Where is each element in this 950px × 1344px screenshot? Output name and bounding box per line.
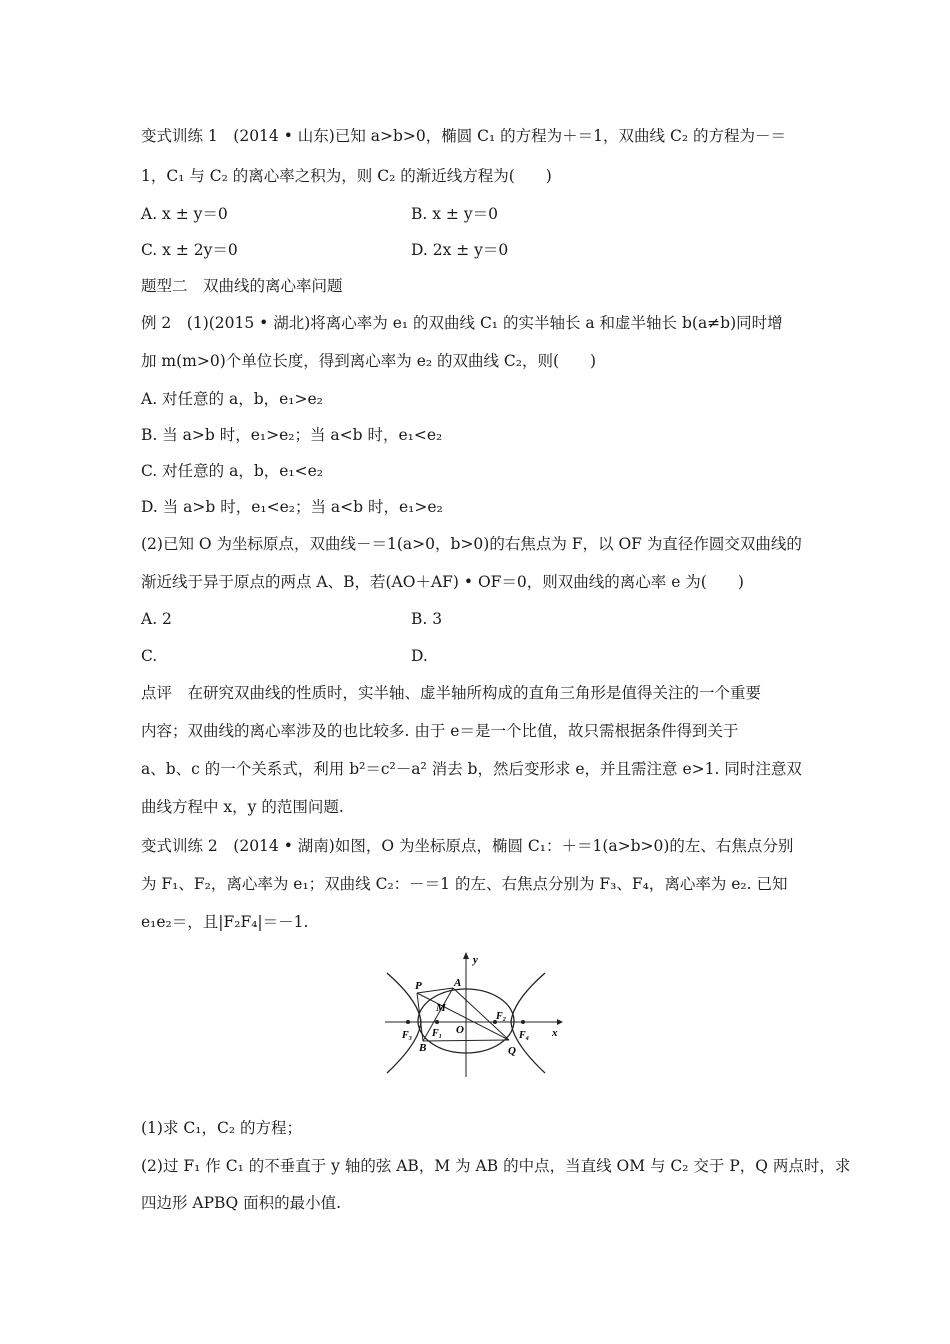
- section-title: 题型二 双曲线的离心率问题: [141, 277, 343, 295]
- x-axis-arrow: [557, 1019, 563, 1025]
- example2-line1: 例 2 (1)(2015 • 湖北)将离心率为 e₁ 的双曲线 C₁ 的实半轴长 a 和虚半轴长 b(a≠b)同时增: [141, 314, 783, 332]
- label-p: P: [415, 980, 422, 992]
- exercise1-option-b: B. x ± y＝0: [411, 205, 498, 223]
- label-b: B: [419, 1042, 427, 1054]
- label-a: A: [454, 977, 462, 989]
- label-m: M: [436, 1002, 446, 1014]
- label-f2: F₂: [496, 1011, 507, 1022]
- label-f4: F₄: [519, 1030, 530, 1041]
- exercise1-line1: 变式训练 1 (2014 • 山东)已知 a>b>0，椭圆 C₁ 的方程为＋＝1，双曲线 C₂ 的方程为－＝: [141, 127, 786, 145]
- point-f3: [406, 1020, 410, 1024]
- ellipse-hyperbola-diagram: [385, 951, 565, 1079]
- example2-part2-line2: 渐近线于异于原点的两点 A、B，若(AO＋AF) • OF＝0，则双曲线的离心率 e 为( ): [141, 573, 744, 591]
- example2-option-a: A. 对任意的 a，b，e₁>e₂: [141, 390, 323, 408]
- exercise1-line2: 1，C₁ 与 C₂ 的离心率之积为，则 C₂ 的渐近线方程为( ): [141, 167, 552, 185]
- geometry-figure: [385, 951, 565, 1079]
- example2-line2: 加 m(m>0)个单位长度，得到离心率为 e₂ 的双曲线 C₂，则( ): [141, 352, 597, 370]
- example2-part2-option-b: B. 3: [411, 610, 443, 628]
- exercise2-question2-line2: 四边形 APBQ 面积的最小值.: [141, 1194, 342, 1212]
- label-y: y: [473, 954, 478, 966]
- example2-part2-line1: (2)已知 O 为坐标原点，双曲线－＝1(a>0，b>0)的右焦点为 F，以 OF 为直径作圆交双曲线的: [141, 535, 802, 553]
- comment-line4: 曲线方程中 x，y 的范围问题.: [141, 798, 344, 816]
- example2-part2-option-c: C.: [141, 647, 158, 665]
- segment-pa: [417, 988, 453, 993]
- exercise1-option-d: D. 2x ± y＝0: [411, 241, 509, 259]
- comment-line2: 内容；双曲线的离心率涉及的也比较多. 由于 e＝是一个比值，故只需根据条件得到关于: [141, 722, 739, 740]
- exercise1-option-a: A. x ± y＝0: [141, 205, 228, 223]
- label-f1: F₁: [432, 1028, 443, 1039]
- example2-option-c: C. 对任意的 a，b，e₁<e₂: [141, 462, 324, 480]
- exercise2-question1: (1)求 C₁，C₂ 的方程；: [141, 1119, 302, 1137]
- label-f3: F₃: [402, 1030, 413, 1041]
- label-o: O: [456, 1024, 464, 1036]
- point-f1: [435, 1020, 439, 1024]
- exercise1-option-c: C. x ± 2y＝0: [141, 241, 238, 259]
- example2-option-d: D. 当 a>b 时，e₁<e₂；当 a<b 时，e₁>e₂: [141, 498, 443, 516]
- example2-part2-option-d: D.: [411, 647, 428, 665]
- exercise2-line1: 变式训练 2 (2014 • 湖南)如图，O 为坐标原点，椭圆 C₁：＋＝1(a>b>0)的左、右焦点分别: [141, 837, 794, 855]
- label-x: x: [552, 1027, 558, 1039]
- comment-line1: 点评 在研究双曲线的性质时，实半轴、虚半轴所构成的直角三角形是值得关注的一个重要: [141, 684, 762, 702]
- point-f4: [521, 1020, 525, 1024]
- exercise2-line3: e₁e₂＝，且|F₂F₄|＝－1.: [141, 913, 309, 931]
- exercise2-line2: 为 F₁、F₂，离心率为 e₁；双曲线 C₂：－＝1 的左、右焦点分别为 F₃、F₄，离心率为 e₂. 已知: [141, 875, 788, 893]
- example2-part2-option-a: A. 2: [141, 610, 172, 628]
- label-q: Q: [508, 1045, 516, 1057]
- segment-bq: [423, 1040, 509, 1041]
- comment-line3: a、b、c 的一个关系式，利用 b²＝c²－a² 消去 b，然后变形求 e，并且需注意 e>1. 同时注意双: [141, 760, 802, 778]
- hyperbola-right-branch: [511, 973, 545, 1073]
- exercise2-question2-line1: (2)过 F₁ 作 C₁ 的不垂直于 y 轴的弦 AB，M 为 AB 的中点，当直线 OM 与 C₂ 交于 P，Q 两点时，求: [141, 1157, 851, 1175]
- y-axis-arrow: [463, 952, 469, 959]
- example2-option-b: B. 当 a>b 时，e₁>e₂；当 a<b 时，e₁<e₂: [141, 426, 443, 444]
